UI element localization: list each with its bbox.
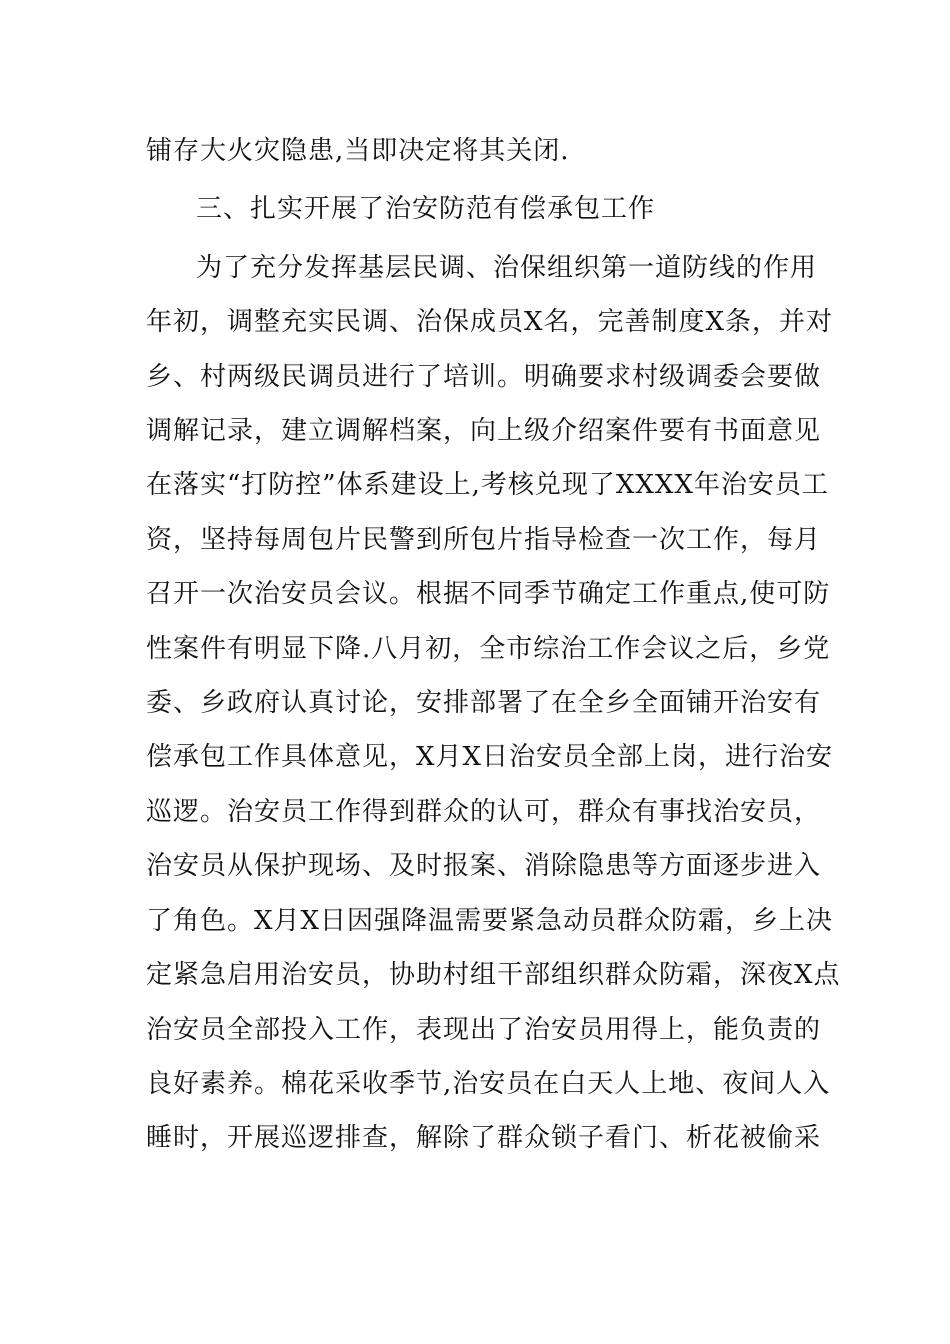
- text-line-5: 乡、村两级民调员进行了培训。明确要求村级调委会要做: [146, 362, 822, 392]
- text-line-11: 委、乡政府认真讨论，安排部署了在全乡全面铺开治安有: [146, 688, 822, 718]
- section-heading: 三、扎实开展了治安防范有偿承包工作: [196, 194, 656, 224]
- text-line-4: 年初，调整充实民调、治保成员X名，完善制度X条，并对: [146, 307, 834, 337]
- text-line-19: 睡时，开展巡逻排查，解除了群众锁子看门、析花被偷采: [146, 1123, 822, 1153]
- text-line-18: 良好素养。棉花采收季节,治安员在白天人上地、夜间人入: [146, 1069, 831, 1099]
- text-line-17: 治安员全部投入工作，表现出了治安员用得上，能负责的: [146, 1015, 822, 1045]
- text-line-7: 在落实“打防控”体系建设上,考核兑现了XXXX年治安员工: [146, 470, 829, 500]
- text-line-12: 偿承包工作具体意见，X月X日治安员全部上岗，进行治安: [146, 742, 834, 772]
- text-line-16: 定紧急启用治安员，协助村组干部组织群众防霜，深夜X点: [146, 960, 841, 990]
- text-line-13: 巡逻。治安员工作得到群众的认可，群众有事找治安员，: [146, 797, 822, 827]
- text-line-8: 资，坚持每周包片民警到所包片指导检查一次工作，每月: [146, 525, 822, 555]
- text-line-9: 召开一次治安员会议。根据不同季节确定工作重点,使可防: [146, 579, 831, 609]
- text-line-1: 铺存大火灾隐患,当即决定将其关闭.: [146, 136, 570, 166]
- text-line-15: 了角色。X月X日因强降温需要紧急动员群众防霜，乡上决: [146, 906, 834, 936]
- text-line-10: 性案件有明显下降.八月初，全市综治工作会议之后，乡党: [146, 634, 831, 664]
- text-line-6: 调解记录，建立调解档案，向上级介绍案件要有书面意见: [146, 416, 822, 446]
- text-line-3: 为了充分发挥基层民调、治保组织第一道防线的作用: [196, 253, 818, 283]
- text-line-14: 治安员从保护现场、及时报案、消除隐患等方面逐步进入: [146, 851, 822, 881]
